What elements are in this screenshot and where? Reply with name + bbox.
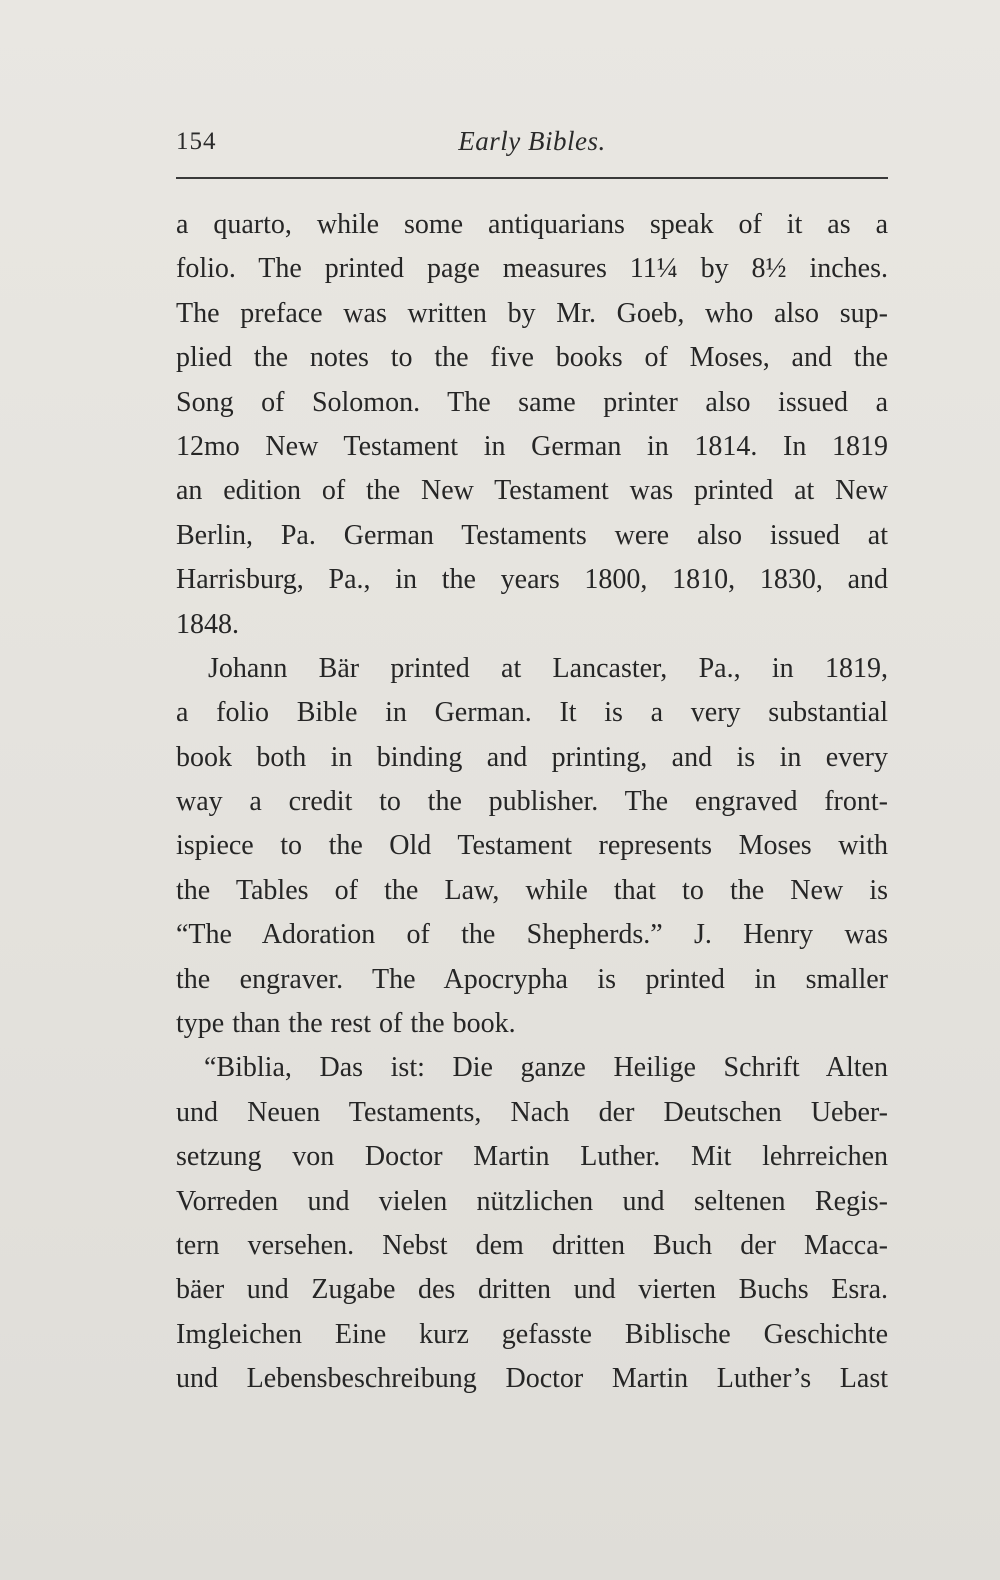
header-rule [176, 177, 888, 179]
text-line: way a credit to the publisher. The engraved front- [176, 786, 888, 818]
text-line: Harrisburg, Pa., in the years 1800, 1810, 1830, and [176, 564, 888, 596]
text-line: Vorreden und vielen nützlichen und seltenen Regis- [176, 1185, 888, 1217]
text-line: setzung von Doctor Martin Luther. Mit lehrreichen [176, 1141, 888, 1173]
text-line: plied the notes to the five books of Moses, and the [176, 342, 888, 374]
text-line: ispiece to the Old Testament represents Moses with [176, 830, 888, 862]
page-header [176, 118, 888, 174]
body-text [176, 203, 888, 1402]
text-line: an edition of the New Testament was printed at New [176, 475, 888, 507]
text-line: und Neuen Testaments, Nach der Deutschen Ueber- [176, 1096, 888, 1128]
text-line: a quarto, while some antiquarians speak of it as a [176, 209, 888, 240]
text-line: type than the rest of the book. [176, 1008, 516, 1040]
running-title: Early Bibles. [458, 126, 606, 156]
text-line: folio. The printed page measures 11¼ by 8½ inches. [176, 253, 888, 285]
page-number: 154 [176, 128, 217, 155]
text-line: Berlin, Pa. German Testaments were also issued at [176, 519, 888, 551]
text-line: 1848. [176, 608, 239, 640]
text-line: Johann Bär printed at Lancaster, Pa., in 1819, [208, 652, 888, 684]
text-line: “Biblia, Das ist: Die ganze Heilige Schrift Alten [204, 1052, 888, 1084]
text-line: 12mo New Testament in German in 1814. In 1819 [176, 430, 888, 462]
text-line: the Tables of the Law, while that to the New is [176, 874, 888, 906]
text-line: und Lebensbeschreibung Doctor Martin Luther’s Last [176, 1363, 888, 1395]
text-line: Song of Solomon. The same printer also issued a [176, 386, 888, 418]
text-line: “The Adoration of the Shepherds.” J. Henry was [176, 919, 888, 951]
text-line: The preface was written by Mr. Goeb, who also sup- [176, 297, 888, 329]
text-line: book both in binding and printing, and is in every [176, 741, 888, 773]
text-line: bäer und Zugabe des dritten und vierten Buchs Esra. [176, 1274, 888, 1306]
text-line: a folio Bible in German. It is a very substantial [176, 697, 888, 729]
text-line: the engraver. The Apocrypha is printed in smaller [176, 963, 888, 995]
text-line: Imgleichen Eine kurz gefasste Biblische Geschichte [176, 1318, 888, 1350]
text-line: tern versehen. Nebst dem dritten Buch der Macca- [176, 1229, 888, 1261]
